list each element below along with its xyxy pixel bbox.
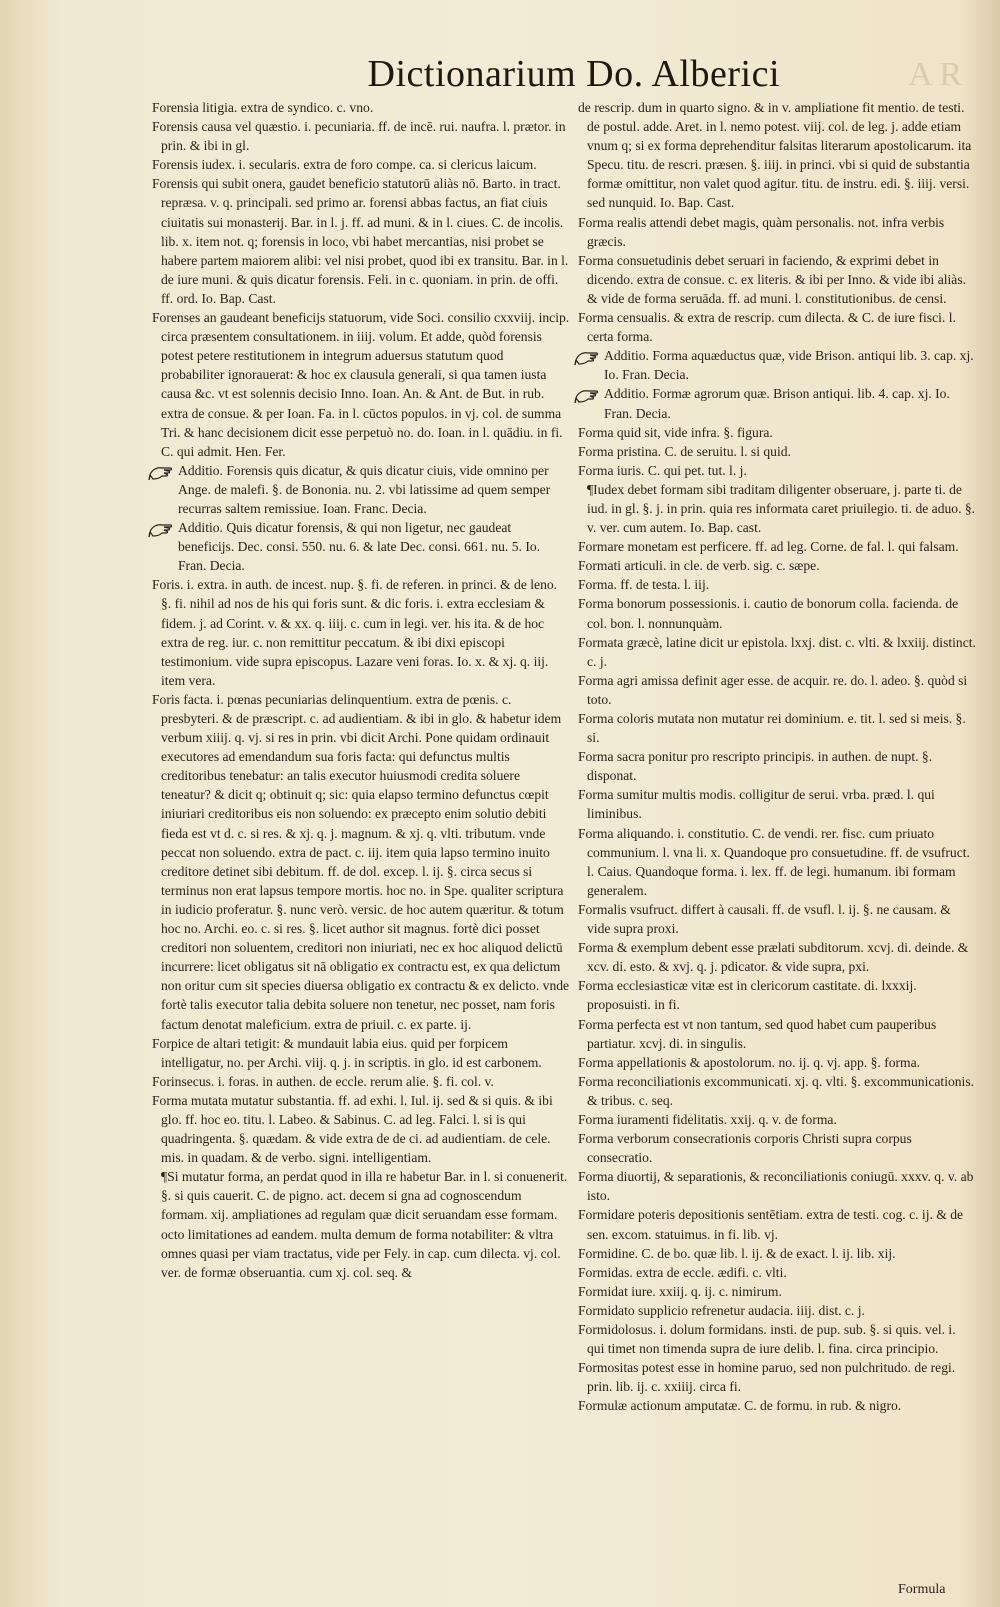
dictionary-entry: Forma verborum consecrationis corporis Christi supra corpus consecratio.	[578, 1131, 912, 1166]
dictionary-entry: Forma iuramenti fidelitatis. xxij. q. v. de forma.	[578, 1111, 837, 1127]
dictionary-entry: Forma coloris mutata non mutatur rei dominium. e. tit. l. sed si meis. §. si.	[578, 711, 966, 746]
addition-note	[152, 461, 570, 518]
dictionary-entry: Forma agri amissa definit ager esse. de acquir. re. do. l. adeo. §. quòd si toto.	[578, 672, 968, 707]
dictionary-entry: Forma realis attendi debet magis, quàm personalis. not. infra verbis græcis.	[578, 214, 945, 249]
dictionary-entry: Forensis iudex. i. secularis. extra de foro compe. ca. si clericus laicum.	[152, 157, 537, 173]
dictionary-entry: ¶Si mutatur forma, an perdat quod in illa re habetur Bar. in l. si conuenerit. §. si quis cauerit. C. de pigno. act. decem si gna ad cognoscendum formam. xij. ampliationes ad regulam quæ dicit seruandam esse formam. octo limitationes ad eandem. multa demum de forma notabiliter: & vltra omnes quasi per viam tractatus, vide per Fely. in cap. cum dilecta. vj. col. ver. de formæ obseruantia. cum xj. col. seq. &	[161, 1169, 568, 1280]
dictionary-entry: Formulæ actionum amputatæ. C. de formu. in rub. & nigro.	[578, 1398, 902, 1414]
dictionary-entry: Forpice de altari tetigit: & mundauit labia eius. quid per forpicem intelligatur, no. per Archi. viij. q. j. in scriptis. in glo. id est carbonem.	[152, 1035, 542, 1070]
dictionary-entry: Formare monetam est perficere. ff. ad leg. Corne. de fal. l. qui falsam.	[578, 539, 959, 555]
dictionary-entry: de rescrip. dum in quarto signo. & in v. ampliatione fit mentio. de testi. de postul. adde. Aret. in l. nemo potest. viij. col. de leg. j. adde etiam vnum q; si ex forma deprehenditur falsitas literarum apostolicarum. ita Specu. titu. de rescri. præsen. §. iiij. in princi. vbi si quid de substantia formæ omittitur, non valet quod agitur. titu. de instru. edi. §. iiij. versi. sed nunquid. Io. Bap. Cast.	[578, 100, 972, 211]
dictionary-entry: Formalis vsufruct. differt à causali. ff. de vsufl. l. ij. §. ne causam. & vide supra proxi.	[578, 901, 951, 937]
dictionary-entry: Forma ecclesiasticæ vitæ est in clericorum castitate. di. lxxxij. proposuisti. in fi.	[578, 978, 917, 1013]
dictionary-entry: Formati articuli. in cle. de verb. sig. c. sæpe.	[578, 558, 820, 574]
addition-note	[578, 384, 976, 422]
addition-text: Additio. Forensis quis dicatur, & quis dicatur ciuis, vide omnino per Ange. de malefi. §. de Bononia. nu. 2. vbi latissime ad quem semper recurras saltem remissiue. Ioan. Franc. Decia.	[178, 462, 551, 516]
dictionary-entry: Forma & exemplum debent esse prælati subditorum. xcvj. di. deinde. & xcv. di. esto. & xvj. q. j. pdicator. & vide supra, pxi.	[578, 940, 969, 975]
manicule-icon	[148, 461, 174, 483]
dictionary-entry: Forensia litigia. extra de syndico. c. vno.	[152, 100, 374, 115]
dictionary-entry: Forma aliquando. i. constitutio. C. de vendi. rer. fisc. cum priuato communium. l. vna li. x. Quandoque pro consuetudine. ff. de vsufruct. l. Caius. Quandoque forma. i. lex. ff. de legi. humanum. ibi formam generalem.	[578, 825, 970, 898]
dictionary-entry: ¶Iudex debet formam sibi traditam diligenter obseruare, j. parte ti. de iud. in gl. §. j. in prin. quia res informata caret priuilegio. ti. de aduo. §. v. ver. cum autem. Io. Bap. cast.	[587, 481, 976, 536]
addition-text: Additio. Formæ agrorum quæ. Brison antiqui. lib. 4. cap. xj. Io. Fran. Decia.	[604, 386, 950, 421]
dictionary-entry: Forma iuris. C. qui pet. tut. l. j.	[578, 462, 747, 478]
dictionary-entry: Foris facta. i. pœnas pecuniarias delinquentium. extra de pœnis. c. presbyteri. & de præscript. c. ad audientiam. & ibi in glo. & habetur idem verbum xiiij. q. vj. si res in prin. vbi dicit Archi. Pone quidam ordinauit executores ad emendandum sua foris facta: qui defunctus multis creditoribus tenebatur: an talis executor huiusmodi credita soluere teneatur? & dicit q; obtinuit q; sic: quia elapso termino defunctus cœpit iniuriari creditoribus eis non soluendo: ex præcepto enim solutio debiti fieda est vt d. c. si res. & xj. q. j. magnum. & xj. q. vlti. tributum. vnde peccat non soluendo. extra de pact. c. iij. item quia lapso termino inuito creditore detinet sibi debitum. ff. de dol. excep. l. ij. §. circa secus si terminus non erat lapsus tempore mortis. hoc no. in Spe. qualiter scriptura in iudicio proferatur. §. nunc verò. versic. de hoc autem quæritur. & totum hoc no. Archi. eo. c. si res. §. licet author sit magnus. fortè dici posset creditori non soluentem, creditori non iniuriati, nec ex hoc aliquod delictū incurrere: licet obligatus sit nā obligatio ex contractu est, ex qua delictum non oritur cum sit species diuersa obligatio ex contractu & ex delicto. vnde fortè talis executor talia debita soluere non tenetur, nec posset, nam foris factum denotat maleficium. extra de priuil. c. ex parte. ij.	[152, 691, 570, 1032]
dictionary-entry: Forma quid sit, vide infra. §. figura.	[578, 424, 773, 440]
bleed-through-text: A R	[908, 56, 962, 93]
addition-text: Additio. Forma aquæductus quæ, vide Brison. antiqui lib. 3. cap. xj. Io. Fran. Decia.	[604, 348, 974, 383]
dictionary-entry: Forma perfecta est vt non tantum, sed quod habet cum pauperibus partiatur. xcvj. di. in singulis.	[578, 1016, 937, 1051]
dictionary-entry: Formata græcè, latine dicit ur epistola. lxxj. dist. c. vlti. & lxxiij. distinct. c. j.	[578, 634, 976, 669]
dictionary-entry: Forma sacra ponitur pro rescripto principis. in authen. de nupt. §. disponat.	[578, 749, 933, 784]
manicule-icon	[574, 384, 600, 406]
dictionary-entry: Forma consuetudinis debet seruari in faciendo, & exprimi debet in dicendo. extra de consue. c. ex literis. & ibi per Inno. & vide ibi aliàs. & vide de forma seruāda. ff. ad muni. l. constitutionibus. de censi.	[578, 252, 967, 306]
addition-note	[152, 518, 570, 575]
dictionary-entry: Forma sumitur multis modis. colligitur de serui. vrba. præd. l. qui liminibus.	[578, 787, 935, 822]
dictionary-entry: Forma. ff. de testa. l. iij.	[578, 577, 710, 593]
dictionary-entry: Formositas potest esse in homine paruo, sed non pulchritudo. de regi. prin. lib. ij. c. xxiiij. circa fi.	[578, 1360, 956, 1395]
addition-note	[578, 346, 976, 384]
right-column	[578, 98, 976, 1415]
dictionary-entry: Forma reconciliationis excommunicati. xj. q. vlti. §. excommunicationis. & tribus. c. seq.	[578, 1073, 975, 1108]
dictionary-entry: Forensis qui subit onera, gaudet beneficio statutorū aliàs nō. Barto. in tract. repræsa. v. q. principali. sed primo ar. forensi abbas factus, an fiat ciuis ciuitatis sui monasterij. Bar. in l. j. ff. ad muni. & in l. ciues. C. de incolis. lib. x. item not. q; forensis in loco, vbi habet mercantias, nisi probet se habere partem maiorem alibi: vel nisi probet, quod ibi ex transitu. Bar. in l. de iure muni. & quis dicatur forensis. Feli. in c. quoniam. in prin. de offi. ff. ord. Io. Bap. Cast.	[152, 176, 569, 306]
dictionary-entry: Forma appellationis & apostolorum. no. ij. q. vj. app. §. forma.	[578, 1054, 921, 1070]
left-column	[152, 98, 570, 1282]
catchword: Formula	[898, 1582, 946, 1597]
dictionary-entry: Forenses an gaudeant beneficijs statuorum, vide Soci. consilio cxxviij. incip. circa præsentem consultationem. in iiij. volum. Et adde, quòd forensis potest petere restitutionem in integrum aduersus statutum quod probabiliter ignorauerat: & hoc ex clausula generali, si qua tamen iusta causa &c. vt est solennis decisio Inno. Ioan. An. & Ant. de But. in rub. extra de consue. & per Ioan. Fa. in l. cūctos populos. in vj. col. de summa Tri. & hanc decisionem dicit esse perpetuò no. do. Ioan. in l. quādiu. in fi. C. qui admit. Hen. Fer.	[152, 310, 570, 459]
dictionary-entry: Formidato supplicio refrenetur audacia. iiij. dist. c. j.	[578, 1302, 865, 1318]
dictionary-entry: Forma bonorum possessionis. i. cautio de bonorum colla. facienda. de col. bon. l. nonnunquàm.	[578, 596, 959, 631]
dictionary-entry: Formidolosus. i. dolum formidans. insti. de pup. sub. §. si quis. vel. i. qui timet non timenda supra de iure delib. l. fina. circa principio.	[578, 1322, 956, 1357]
addition-text: Additio. Quis dicatur forensis, & qui non ligetur, nec gaudeat beneficijs. Dec. consi. 550. nu. 6. & late Dec. consi. 661. nu. 5. Io. Fran. Decia.	[178, 520, 541, 574]
dictionary-entry: Foris. i. extra. in auth. de incest. nup. §. fi. de referen. in princi. & de leno. §. fi. nihil ad nos de his qui foris sunt. & dic foris. i. extra ecclesiam & fidem. j. ad Corint. v. & xx. q. iiij. c. cum in legi. ver. his ita. & de hoc extra de reg. iur. c. non remittitur peccatum. & ibi dixi episcopi testimonium. vide supra episcopus. Lazare veni foras. Io. x. & xj. q. iij. item vera.	[152, 577, 558, 688]
dictionary-entry: Forensis causa vel quæstio. i. pecuniaria. ff. de incē. rui. naufra. l. prætor. in prin. & ibi in gl.	[152, 119, 566, 154]
dictionary-entry: Formidare poteris depositionis sentētiam. extra de testi. cog. c. ij. & de sen. excom. statuimus. in fi. lib. vj.	[578, 1207, 964, 1242]
dictionary-entry: Forma diuortij, & separationis, & reconciliationis coniugū. xxxv. q. v. ab isto.	[578, 1169, 974, 1204]
manicule-icon	[148, 518, 174, 540]
dictionary-entry: Forinsecus. i. foras. in authen. de eccle. rerum alie. §. fi. col. v.	[152, 1073, 494, 1089]
dictionary-entry: Formidas. extra de eccle. ædifi. c. vlti.	[578, 1264, 787, 1280]
dictionary-entry: Forma censualis. & extra de rescrip. cum dilecta. & C. de iure fisci. l. certa forma.	[578, 310, 956, 345]
dictionary-entry: Forma pristina. C. de seruitu. l. si quid.	[578, 443, 791, 459]
dictionary-entry: Forma mutata mutatur substantia. ff. ad exhi. l. Iul. ij. sed & si quis. & ibi glo. ff. hoc eo. titu. l. Labeo. & Sabinus. C. ad leg. Falci. l. si is qui quadringenta. §. quædam. & vide extra de de ci. ad audientiam. de cele. mis. in quadam. & de verbo. signi. intelligentiam.	[152, 1092, 553, 1166]
page-header	[0, 52, 1000, 100]
dictionary-entry: Formidine. C. de bo. quæ lib. l. ij. & de exact. l. ij. lib. xij.	[578, 1245, 896, 1261]
dictionary-entry: Formidat iure. xxiij. q. ij. c. nimirum.	[578, 1283, 782, 1299]
manicule-icon	[574, 346, 600, 368]
running-head: Dictionarium Do. Alberici	[367, 53, 780, 95]
